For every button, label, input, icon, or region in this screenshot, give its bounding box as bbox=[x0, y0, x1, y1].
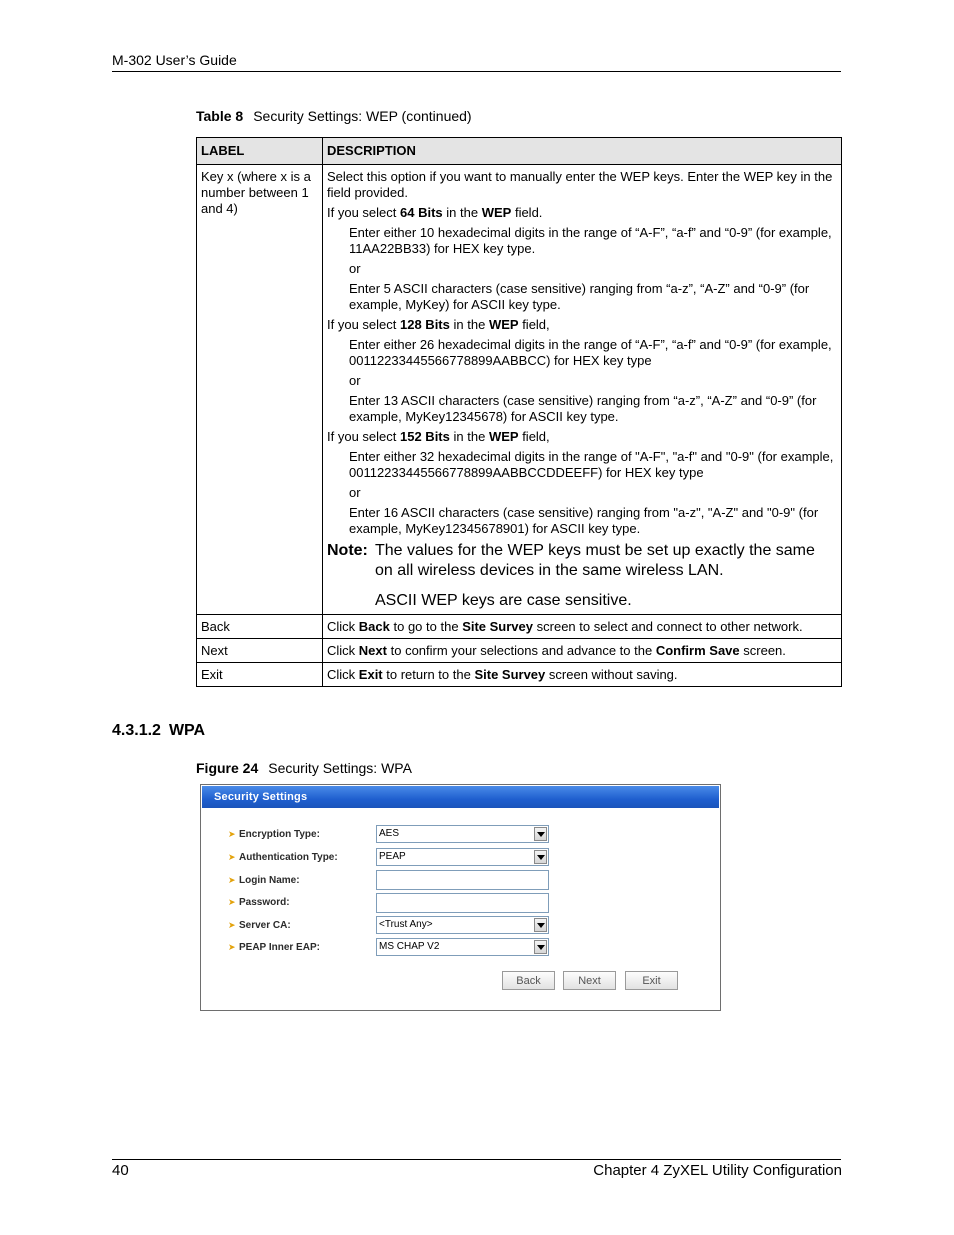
peap-inner-eap-row bbox=[228, 937, 320, 957]
chapter-title: Chapter 4 ZyXEL Utility Configuration bbox=[593, 1162, 842, 1179]
col-label-header: LABEL bbox=[197, 138, 323, 165]
chevron-down-icon[interactable] bbox=[534, 827, 547, 841]
arrow-icon: ➤ bbox=[228, 941, 236, 952]
next-row-label: Next bbox=[197, 639, 323, 663]
arrow-icon: ➤ bbox=[228, 896, 236, 907]
security-settings-dialog bbox=[200, 784, 721, 1011]
back-row-description: Click Back to go to the Site Survey screen to select and connect to other network. bbox=[323, 615, 842, 639]
table-caption-text: Security Settings: WEP (continued) bbox=[253, 108, 472, 124]
table-caption-label: Table 8 bbox=[196, 108, 244, 124]
login-name-label: Login Name: bbox=[239, 874, 300, 886]
peap-inner-eap-label: PEAP Inner EAP: bbox=[239, 941, 320, 953]
table-row bbox=[197, 615, 842, 639]
chevron-down-icon[interactable] bbox=[534, 940, 547, 954]
login-name-row bbox=[228, 870, 300, 890]
hex152-text: Enter either 32 hexadecimal digits in the range of "A-F", "a-f" and "0-9" (for example, 00112233445566778899AABBCCDDEEFF) for HEX key type bbox=[349, 449, 834, 480]
table-caption bbox=[196, 108, 472, 124]
note-head: Note: bbox=[327, 542, 368, 559]
section-number: 4.3.1.2 bbox=[112, 722, 161, 739]
peap-inner-eap-select[interactable]: MS CHAP V2 bbox=[376, 938, 549, 956]
server-ca-select[interactable]: <Trust Any> bbox=[376, 916, 549, 934]
exit-row-description: Click Exit to return to the Site Survey screen without saving. bbox=[323, 663, 842, 687]
authentication-type-row bbox=[228, 847, 338, 867]
encryption-type-label: Encryption Type: bbox=[239, 828, 320, 840]
table-row bbox=[197, 165, 842, 615]
footer-divider bbox=[112, 1159, 841, 1160]
login-name-input[interactable] bbox=[376, 870, 549, 890]
arrow-icon: ➤ bbox=[228, 828, 236, 839]
select-128-line: If you select 128 Bits in the WEP field, bbox=[327, 317, 550, 332]
security-settings-table bbox=[196, 137, 842, 687]
chevron-down-icon[interactable] bbox=[534, 918, 547, 932]
figure-caption-label: Figure 24 bbox=[196, 760, 259, 776]
dialog-title: Security Settings bbox=[202, 786, 719, 808]
table-row bbox=[197, 639, 842, 663]
section-title: WPA bbox=[168, 722, 206, 739]
password-row bbox=[228, 892, 290, 912]
encryption-type-select[interactable]: AES bbox=[376, 825, 549, 843]
table-header-row bbox=[197, 138, 842, 165]
authentication-type-select[interactable]: PEAP bbox=[376, 848, 549, 866]
key-intro: Select this option if you want to manually enter the WEP keys. Enter the WEP key in the field provided. bbox=[327, 169, 833, 200]
or-text: or bbox=[349, 261, 361, 276]
arrow-icon: ➤ bbox=[228, 874, 236, 885]
select-64-line: If you select 64 Bits in the WEP field. bbox=[327, 205, 543, 220]
or-text: or bbox=[349, 373, 361, 388]
key-row-label: Key x (where x is a number between 1 and 4) bbox=[197, 165, 323, 615]
hex64-text: Enter either 10 hexadecimal digits in the range of “A-F”, “a-f” and “0-9” (for example, 11AA22BB33) for HEX key type. bbox=[349, 225, 832, 256]
figure-caption-text: Security Settings: WPA bbox=[268, 760, 412, 776]
next-button[interactable]: Next bbox=[563, 971, 616, 990]
ascii128-text: Enter 13 ASCII characters (case sensitive) ranging from “a-z”, “A-Z” and “0-9” (for example, MyKey12345678) for ASCII key type. bbox=[349, 393, 817, 424]
chevron-down-icon[interactable] bbox=[534, 850, 547, 864]
note-block bbox=[327, 541, 837, 611]
arrow-icon: ➤ bbox=[228, 919, 236, 930]
password-input[interactable] bbox=[376, 893, 549, 913]
hex128-text: Enter either 26 hexadecimal digits in the range of “A-F”, “a-f” and “0-9” (for example, 00112233445566778899AABBCC) for HEX key type bbox=[349, 337, 832, 368]
password-label: Password: bbox=[239, 896, 290, 908]
key-row-description bbox=[323, 165, 842, 615]
figure-caption bbox=[196, 760, 412, 776]
table-row bbox=[197, 663, 842, 687]
server-ca-row bbox=[228, 915, 291, 935]
or-text: or bbox=[349, 485, 361, 500]
ascii64-text: Enter 5 ASCII characters (case sensitive) ranging from “a-z”, “A-Z” and “0-9” (for example, MyKey) for ASCII key type. bbox=[349, 281, 810, 312]
ascii152-text: Enter 16 ASCII characters (case sensitive) ranging from "a-z", "A-Z" and "0-9" (for example, MyKey12345678901) for ASCII key type. bbox=[349, 505, 819, 536]
col-description-header: DESCRIPTION bbox=[323, 138, 842, 165]
note-text: The values for the WEP keys must be set up exactly the same on all wireless devices in the same wireless LAN. bbox=[375, 542, 815, 579]
page-header-title: M-302 User’s Guide bbox=[112, 52, 237, 68]
encryption-type-row bbox=[228, 824, 320, 844]
back-button[interactable]: Back bbox=[502, 971, 555, 990]
header-divider bbox=[112, 71, 841, 72]
exit-row-label: Exit bbox=[197, 663, 323, 687]
exit-button[interactable]: Exit bbox=[625, 971, 678, 990]
authentication-type-label: Authentication Type: bbox=[239, 851, 338, 863]
server-ca-label: Server CA: bbox=[239, 919, 291, 931]
note-extra: ASCII WEP keys are case sensitive. bbox=[375, 592, 632, 609]
select-152-line: If you select 152 Bits in the WEP field, bbox=[327, 429, 550, 444]
page-number: 40 bbox=[112, 1162, 129, 1179]
arrow-icon: ➤ bbox=[228, 851, 236, 862]
next-row-description: Click Next to confirm your selections and advance to the Confirm Save screen. bbox=[323, 639, 842, 663]
back-row-label: Back bbox=[197, 615, 323, 639]
section-heading bbox=[112, 722, 213, 740]
